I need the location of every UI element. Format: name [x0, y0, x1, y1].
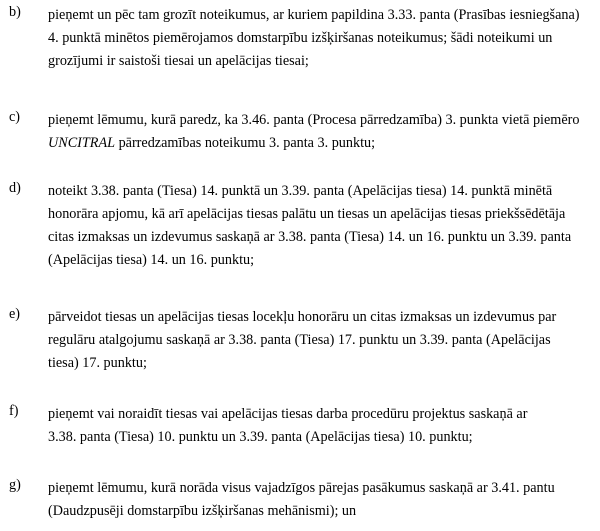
list-item-text — [48, 306, 598, 375]
list-item-text — [48, 180, 598, 272]
text-line: regulāru atalgojumu saskaņā ar 3.38. panta (Tiesa) 17. punktu un 3.39. panta (Apelācijas — [48, 332, 551, 348]
list-marker: d) — [9, 180, 21, 196]
list-item-text — [48, 109, 598, 155]
text-line: grozījumi ir saistoši tiesai un apelācijas tiesai; — [48, 53, 309, 69]
list-marker: c) — [9, 109, 21, 125]
text-line: honorāra apjomu, kā arī apelācijas tiesas palātu un tiesas un apelācijas tiesas priekšsēdētāja — [48, 206, 566, 222]
text-line-mixed — [48, 132, 598, 155]
list-marker: e) — [9, 306, 21, 322]
list-marker: b) — [9, 4, 21, 20]
text-line: tiesa) 17. punktu; — [48, 355, 147, 371]
list-item-text — [48, 4, 598, 73]
uncitral-term: UNCITRAL — [48, 135, 116, 151]
text-line: (Apelācijas tiesa) 14. un 16. punktu; — [48, 252, 255, 268]
text-line: 4. punktā minētos piemērojamos domstarpību izšķiršanas noteikumus; šādi noteikumi un — [48, 30, 553, 46]
list-item-text — [48, 403, 598, 449]
text-line: citas izmaksas un izdevumus saskaņā ar 3.38. panta (Tiesa) 14. un 16. punktu un 3.39. panta — [48, 229, 572, 245]
list-marker: f) — [9, 403, 19, 419]
text-line-rest: pārredzamības noteikumu 3. panta 3. punktu; — [115, 135, 376, 151]
text-line: 3.38. panta (Tiesa) 10. punktu un 3.39. panta (Apelācijas tiesa) 10. punktu; — [48, 429, 473, 445]
text-line: (Daudzpusēji domstarpību izšķiršanas mehānismi); un — [48, 503, 357, 519]
text-line: pieņemt un pēc tam grozīt noteikumus, ar kuriem papildina 3.33. panta (Prasības iesniegšana) — [48, 7, 580, 23]
text-line: pieņemt lēmumu, kurā norāda visus vajadzīgos pārejas pasākumus saskaņā ar 3.41. pantu — [48, 480, 555, 496]
text-line: pieņemt vai noraidīt tiesas vai apelācijas tiesas darba procedūru projektus saskaņā ar — [48, 406, 528, 422]
list-marker: g) — [9, 477, 21, 493]
text-line: pieņemt lēmumu, kurā paredz, ka 3.46. panta (Procesa pārredzamība) 3. punkta vietā piemēro — [48, 112, 580, 128]
text-line: noteikt 3.38. panta (Tiesa) 14. punktā un 3.39. panta (Apelācijas tiesa) 14. punktā minētā — [48, 183, 553, 199]
list-item-text — [48, 477, 598, 523]
text-line: pārveidot tiesas un apelācijas tiesas locekļu honorāru un citas izmaksas un izdevumus par — [48, 309, 557, 325]
